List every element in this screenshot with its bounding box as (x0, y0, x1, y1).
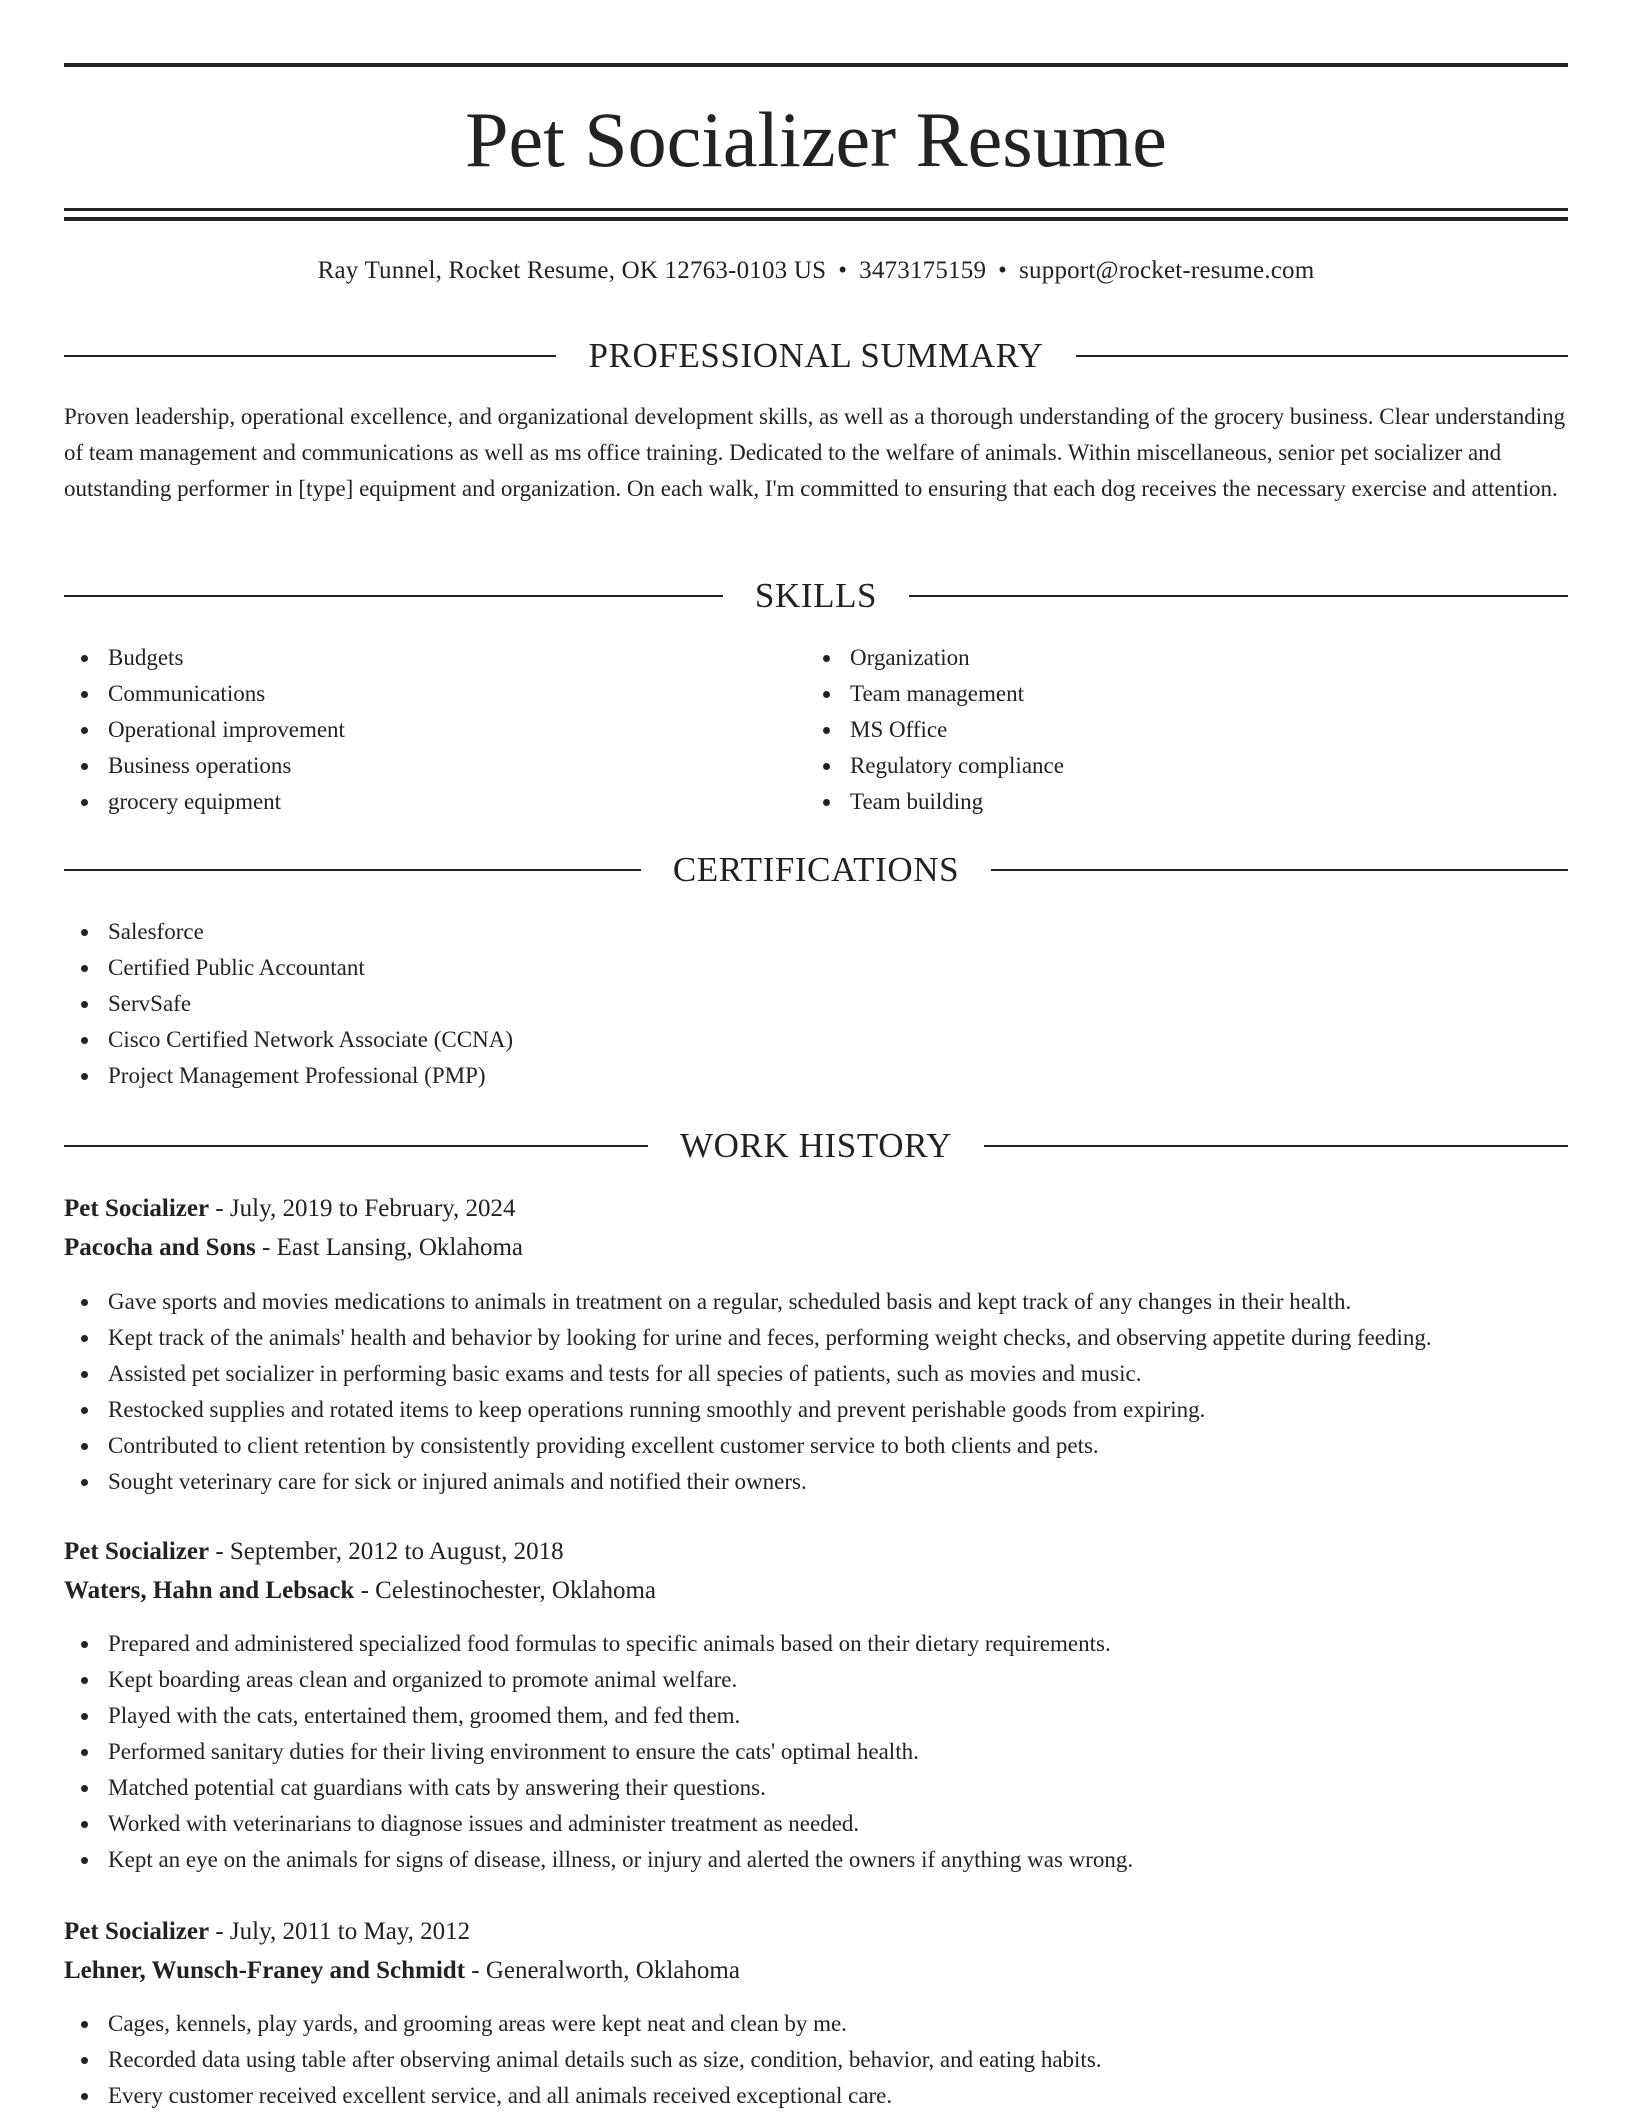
section-title-work-history: WORK HISTORY (680, 1126, 952, 1165)
skill-item: grocery equipment (64, 784, 345, 820)
section-title-summary: PROFESSIONAL SUMMARY (588, 336, 1044, 375)
certification-item: Project Management Professional (PMP) (64, 1058, 513, 1094)
contact-email[interactable]: support@rocket-resume.com (1019, 257, 1315, 284)
job-duty: Prepared and administered specialized food formulas to specific animals based on their dietary requirements. (64, 1626, 1133, 1662)
skill-item: MS Office (806, 712, 1064, 748)
skill-item: Operational improvement (64, 712, 345, 748)
skill-item: Business operations (64, 748, 345, 784)
certification-item: Salesforce (64, 914, 513, 950)
skills-list-left (64, 640, 345, 820)
section-title-certifications: CERTIFICATIONS (672, 850, 960, 889)
job-duty: Kept an eye on the animals for signs of disease, illness, or injury and alerted the owners if anything was wrong. (64, 1842, 1133, 1878)
skill-item: Organization (806, 640, 1064, 676)
job-title: Pet Socializer (64, 1195, 210, 1222)
divider-line (64, 355, 556, 357)
job-location: - Generalworth, Oklahoma (465, 1957, 740, 1984)
divider-line (909, 595, 1568, 597)
resume-title: Pet Socializer Resume (465, 96, 1167, 183)
job-location: - Celestinochester, Oklahoma (354, 1577, 657, 1604)
section-header-work-history (64, 1124, 1568, 1168)
job-dates: - September, 2012 to August, 2018 (209, 1538, 564, 1565)
job-location: - East Lansing, Oklahoma (255, 1234, 524, 1261)
job-duty: Worked with veterinarians to diagnose issues and administer treatment as needed. (64, 1806, 1133, 1842)
job-dates: - July, 2011 to May, 2012 (209, 1918, 471, 1945)
certification-item: Certified Public Accountant (64, 950, 513, 986)
job-duty: Kept track of the animals' health and behavior by looking for urine and feces, performing weight checks, and observing appetite during feeding. (64, 1320, 1432, 1356)
divider-line (64, 595, 723, 597)
section-header-skills (64, 574, 1568, 618)
job-duty: Gave sports and movies medications to animals in treatment on a regular, scheduled basis and kept track of any changes in their health. (64, 1284, 1432, 1320)
job-title: Pet Socializer (64, 1538, 210, 1565)
job-duty: Cages, kennels, play yards, and grooming areas were kept neat and clean by me. (64, 2006, 1102, 2042)
job-duty: Recorded data using table after observing animal details such as size, condition, behavior, and eating habits. (64, 2042, 1102, 2078)
job-duty: Restocked supplies and rotated items to keep operations running smoothly and prevent perishable goods from expiring. (64, 1392, 1432, 1428)
section-header-certifications (64, 848, 1568, 892)
skill-item: Regulatory compliance (806, 748, 1064, 784)
contact-line (64, 254, 1568, 288)
summary-text: Proven leadership, operational excellence, and organizational development skills, as well as a thorough understanding of the grocery business. Clear understanding of team management and communications as well as ms office training. Dedicated to the welfare of animals. Within miscellaneous, senior pet socializer and outstanding performer in [type] equipment and organization. On each walk, I'm committed to ensuring that each dog receives the necessary exercise and attention. (64, 404, 1566, 501)
job-title-line (64, 1913, 470, 1951)
divider-line (64, 1145, 648, 1147)
certification-item: Cisco Certified Network Associate (CCNA) (64, 1022, 513, 1058)
job-duties-list (64, 2006, 1102, 2114)
job-duty: Performed sanitary duties for their living environment to ensure the cats' optimal health. (64, 1734, 1133, 1770)
contact-address: Ray Tunnel, Rocket Resume, OK 12763-0103 US (317, 257, 827, 284)
contact-separator: • (838, 257, 848, 284)
divider-line (64, 869, 641, 871)
job-company-line (64, 1572, 656, 1610)
job-duty: Kept boarding areas clean and organized to promote animal welfare. (64, 1662, 1133, 1698)
certification-item: ServSafe (64, 986, 513, 1022)
job-title-line (64, 1190, 516, 1228)
double-rule (64, 208, 1568, 221)
job-company: Waters, Hahn and Lebsack (64, 1577, 355, 1604)
skills-list-right (806, 640, 1064, 820)
job-duty: Sought veterinary care for sick or injured animals and notified their owners. (64, 1464, 1432, 1500)
job-duty: Assisted pet socializer in performing basic exams and tests for all species of patients, such as movies and music. (64, 1356, 1432, 1392)
certifications-list (64, 914, 513, 1094)
job-title: Pet Socializer (64, 1918, 210, 1945)
job-title-line (64, 1533, 564, 1571)
divider-line (984, 1145, 1568, 1147)
job-dates: - July, 2019 to February, 2024 (209, 1195, 516, 1222)
job-company-line (64, 1229, 523, 1267)
job-duties-list (64, 1284, 1432, 1500)
skill-item: Communications (64, 676, 345, 712)
job-duty: Every customer received excellent service, and all animals received exceptional care. (64, 2078, 1102, 2114)
job-duties-list (64, 1626, 1133, 1878)
job-duty: Played with the cats, entertained them, groomed them, and fed them. (64, 1698, 1133, 1734)
divider-line (1076, 355, 1568, 357)
job-duty: Matched potential cat guardians with cats by answering their questions. (64, 1770, 1133, 1806)
section-title-skills: SKILLS (754, 576, 878, 615)
contact-phone[interactable]: 3473175159 (859, 257, 987, 284)
job-company-line (64, 1952, 740, 1990)
job-company: Lehner, Wunsch-Franey and Schmidt (64, 1957, 466, 1984)
section-header-summary (64, 334, 1568, 378)
skill-item: Team building (806, 784, 1064, 820)
job-company: Pacocha and Sons (64, 1234, 256, 1261)
contact-separator: • (998, 257, 1008, 284)
skill-item: Team management (806, 676, 1064, 712)
divider-line (991, 869, 1568, 871)
job-duty: Contributed to client retention by consistently providing excellent customer service to both clients and pets. (64, 1428, 1432, 1464)
skill-item: Budgets (64, 640, 345, 676)
top-rule (64, 63, 1568, 67)
